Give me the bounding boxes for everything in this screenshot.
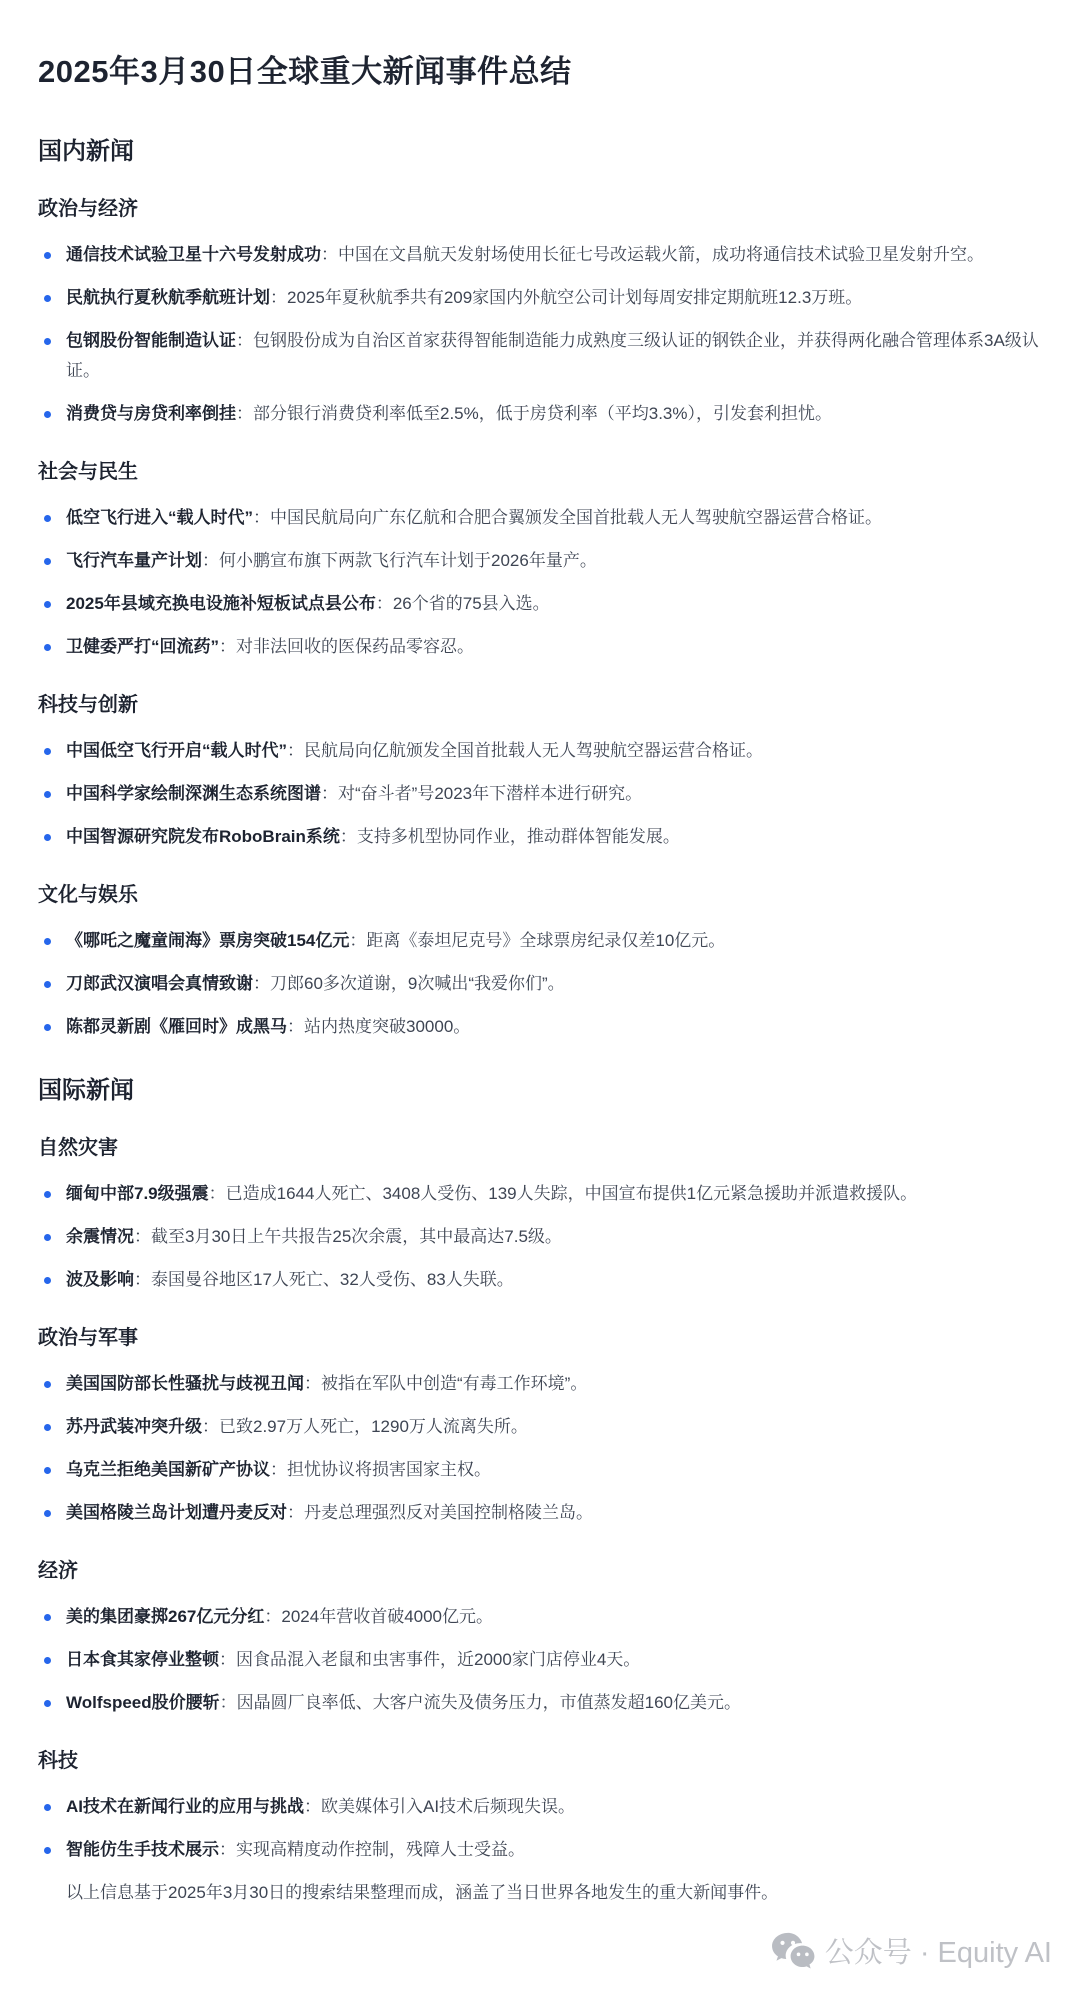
bullet-icon bbox=[44, 1234, 51, 1241]
news-item-desc: ：被指在军队中创造“有毒工作环境”。 bbox=[304, 1374, 588, 1393]
bullet-icon bbox=[44, 748, 51, 755]
news-item bbox=[38, 736, 1046, 766]
news-item-lead: 中国智源研究院发布RoboBrain系统 bbox=[66, 827, 340, 846]
subsection-title: 政治与经济 bbox=[38, 198, 138, 220]
news-item-lead: 陈都灵新剧《雁回时》成黑马 bbox=[66, 1017, 287, 1036]
news-item-text bbox=[66, 969, 565, 999]
news-item-text bbox=[66, 283, 862, 313]
news-item bbox=[38, 589, 1046, 619]
news-item-desc: ：站内热度突破30000。 bbox=[287, 1017, 471, 1036]
page-title: 2025年3月30日全球重大新闻事件总结 bbox=[38, 54, 572, 89]
bullet-icon bbox=[44, 1191, 51, 1198]
news-item-text bbox=[66, 926, 725, 956]
news-item-desc: ：欧美媒体引入AI技术后频现失误。 bbox=[304, 1797, 576, 1816]
news-item-desc: ：丹麦总理强烈反对美国控制格陵兰岛。 bbox=[287, 1503, 593, 1522]
bullet-icon bbox=[44, 1277, 51, 1284]
bullet-icon bbox=[44, 515, 51, 522]
news-list bbox=[38, 503, 1046, 662]
news-item-text bbox=[66, 632, 474, 662]
watermark-text: 公众号 · Equity AI bbox=[824, 1937, 1052, 1969]
bullet-icon bbox=[44, 1024, 51, 1031]
news-item-desc: ：支持多机型协同作业，推动群体智能发展。 bbox=[339, 827, 680, 846]
bullet-icon bbox=[44, 791, 51, 798]
news-item-lead: 《哪吒之魔童闹海》票房突破154亿元 bbox=[66, 931, 350, 950]
news-item-lead: 消费贷与房贷利率倒挂 bbox=[66, 404, 236, 423]
news-item-desc: ：包钢股份成为自治区首家获得智能制造能力成熟度三级认证的钢铁企业，并获得两化融合管理体系3A级认证。 bbox=[66, 331, 1039, 380]
news-item-desc: ：已造成1644人死亡、3408人受伤、139人失踪，中国宣布提供1亿元紧急援助并派遣救援队。 bbox=[208, 1184, 918, 1203]
sections-container bbox=[38, 131, 1046, 1865]
news-item bbox=[38, 399, 1046, 429]
subsection-title: 科技 bbox=[38, 1750, 78, 1772]
news-item-desc: ：已致2.97万人死亡，1290万人流离失所。 bbox=[202, 1417, 528, 1436]
news-item bbox=[38, 1645, 1046, 1675]
news-item bbox=[38, 1369, 1046, 1399]
news-item bbox=[38, 632, 1046, 662]
bullet-icon bbox=[44, 644, 51, 651]
news-item bbox=[38, 1792, 1046, 1822]
bullet-icon bbox=[44, 558, 51, 565]
news-item-desc: ：实现高精度动作控制，残障人士受益。 bbox=[219, 1840, 525, 1859]
news-item-lead: 波及影响 bbox=[66, 1270, 134, 1289]
news-item bbox=[38, 1602, 1046, 1632]
news-item-lead: 2025年县域充换电设施补短板试点县公布 bbox=[66, 594, 376, 613]
bullet-icon bbox=[44, 981, 51, 988]
news-item-text bbox=[66, 1792, 575, 1822]
news-item-text bbox=[66, 240, 984, 270]
news-item-desc: ：民航局向亿航颁发全国首批载人无人驾驶航空器运营合格证。 bbox=[287, 741, 763, 760]
news-item-lead: 低空飞行进入“载人时代” bbox=[66, 508, 253, 527]
news-item-lead: 日本食其家停业整顿 bbox=[66, 1650, 219, 1669]
news-item bbox=[38, 1412, 1046, 1442]
news-item-desc: ：截至3月30日上午共报告25次余震，其中最高达7.5级。 bbox=[134, 1227, 562, 1246]
news-item-desc: ：部分银行消费贷利率低至2.5%，低于房贷利率（平均3.3%），引发套利担忧。 bbox=[236, 404, 832, 423]
news-item-desc: ：刀郎60多次道谢，9次喊出“我爱你们”。 bbox=[253, 974, 565, 993]
wechat-icon bbox=[770, 1931, 816, 1971]
news-item-lead: 美国国防部长性骚扰与歧视丑闻 bbox=[66, 1374, 304, 1393]
news-item bbox=[38, 822, 1046, 852]
news-item bbox=[38, 283, 1046, 313]
bullet-icon bbox=[44, 601, 51, 608]
news-item-text bbox=[66, 1645, 640, 1675]
news-item-desc: ：何小鹏宣布旗下两款飞行汽车计划于2026年量产。 bbox=[202, 551, 597, 570]
news-item-text bbox=[66, 736, 763, 766]
news-item-text bbox=[66, 822, 680, 852]
news-item-text bbox=[66, 1455, 491, 1485]
news-item-text bbox=[66, 589, 550, 619]
bullet-icon bbox=[44, 338, 51, 345]
news-item bbox=[38, 1688, 1046, 1718]
bullet-icon bbox=[44, 938, 51, 945]
news-item bbox=[38, 326, 1046, 386]
news-item-text bbox=[66, 1602, 493, 1632]
bullet-icon bbox=[44, 834, 51, 841]
news-item bbox=[38, 240, 1046, 270]
news-item-desc: ：2025年夏秋航季共有209家国内外航空公司计划每周安排定期航班12.3万班。 bbox=[270, 288, 863, 307]
subsection-title: 自然灾害 bbox=[38, 1137, 118, 1159]
news-item-desc: ：泰国曼谷地区17人死亡、32人受伤、83人失联。 bbox=[134, 1270, 514, 1289]
news-item-lead: 智能仿生手技术展示 bbox=[66, 1840, 219, 1859]
news-item bbox=[38, 503, 1046, 533]
bullet-icon bbox=[44, 1614, 51, 1621]
news-item bbox=[38, 969, 1046, 999]
news-item-desc: ：26个省的75县入选。 bbox=[375, 594, 550, 613]
news-list bbox=[38, 736, 1046, 852]
news-item bbox=[38, 1498, 1046, 1528]
news-item-desc: ：中国在文昌航天发射场使用长征七号改运载火箭，成功将通信技术试验卫星发射升空。 bbox=[321, 245, 984, 264]
news-item-text bbox=[66, 1265, 514, 1295]
news-item-lead: 美国格陵兰岛计划遭丹麦反对 bbox=[66, 1503, 287, 1522]
news-item-text bbox=[66, 399, 832, 429]
news-item bbox=[38, 1265, 1046, 1295]
bullet-icon bbox=[44, 1467, 51, 1474]
subsection-title: 科技与创新 bbox=[38, 694, 138, 716]
news-item-lead: 通信技术试验卫星十六号发射成功 bbox=[66, 245, 321, 264]
news-item-lead: 中国科学家绘制深渊生态系统图谱 bbox=[66, 784, 321, 803]
news-item-text bbox=[66, 503, 882, 533]
bullet-icon bbox=[44, 1847, 51, 1854]
news-item-desc: ：2024年营收首破4000亿元。 bbox=[264, 1607, 494, 1626]
news-item bbox=[38, 1012, 1046, 1042]
news-item bbox=[38, 1455, 1046, 1485]
news-item-desc: ：因食品混入老鼠和虫害事件，近2000家门店停业4天。 bbox=[219, 1650, 641, 1669]
bullet-icon bbox=[44, 252, 51, 259]
bullet-icon bbox=[44, 411, 51, 418]
news-item-text bbox=[66, 1012, 470, 1042]
bullet-icon bbox=[44, 1424, 51, 1431]
bullet-icon bbox=[44, 1700, 51, 1707]
news-item-text bbox=[66, 1412, 528, 1442]
news-item bbox=[38, 1835, 1046, 1865]
news-item-lead: 中国低空飞行开启“载人时代” bbox=[66, 741, 287, 760]
news-item-desc: ：距离《泰坦尼克号》全球票房纪录仅差10亿元。 bbox=[349, 931, 726, 950]
news-list bbox=[38, 1602, 1046, 1718]
news-item-lead: 美的集团豪掷267亿元分红 bbox=[66, 1607, 265, 1626]
news-item-desc: ：中国民航局向广东亿航和合肥合翼颁发全国首批载人无人驾驶航空器运营合格证。 bbox=[253, 508, 882, 527]
subsection-title: 文化与娱乐 bbox=[38, 884, 138, 906]
news-list bbox=[38, 240, 1046, 429]
news-item-text bbox=[66, 1369, 587, 1399]
subsection-title: 经济 bbox=[38, 1560, 78, 1582]
news-item bbox=[38, 1179, 1046, 1209]
news-item-lead: 卫健委严打“回流药” bbox=[66, 637, 219, 656]
watermark bbox=[770, 1930, 1052, 1971]
news-item-desc: ：对非法回收的医保药品零容忍。 bbox=[219, 637, 474, 656]
bullet-icon bbox=[44, 1804, 51, 1811]
news-item-lead: 刀郎武汉演唱会真情致谢 bbox=[66, 974, 253, 993]
bullet-icon bbox=[44, 1657, 51, 1664]
news-item-lead: 包钢股份智能制造认证 bbox=[66, 331, 236, 350]
news-list bbox=[38, 1792, 1046, 1865]
news-item-desc: ：担忧协议将损害国家主权。 bbox=[270, 1460, 491, 1479]
news-item-lead: 缅甸中部7.9级强震 bbox=[66, 1184, 209, 1203]
bullet-icon bbox=[44, 295, 51, 302]
news-item-text bbox=[66, 1835, 525, 1865]
subsection-title: 政治与军事 bbox=[38, 1327, 138, 1349]
news-item-text bbox=[66, 546, 597, 576]
news-item-text bbox=[66, 779, 642, 809]
news-item-lead: 民航执行夏秋航季航班计划 bbox=[66, 288, 270, 307]
news-item bbox=[38, 779, 1046, 809]
news-item-text bbox=[66, 326, 1046, 386]
news-list bbox=[38, 1369, 1046, 1528]
news-item-text bbox=[66, 1498, 593, 1528]
news-item-lead: 飞行汽车量产计划 bbox=[66, 551, 202, 570]
news-item bbox=[38, 1222, 1046, 1252]
news-item bbox=[38, 546, 1046, 576]
news-item-lead: 余震情况 bbox=[66, 1227, 134, 1246]
news-list bbox=[38, 926, 1046, 1042]
news-item bbox=[38, 926, 1046, 956]
news-item-text bbox=[66, 1688, 741, 1718]
news-item-desc: ：对“奋斗者”号2023年下潜样本进行研究。 bbox=[321, 784, 643, 803]
news-item-lead: Wolfspeed股价腰斩 bbox=[66, 1693, 220, 1712]
news-list bbox=[38, 1179, 1046, 1295]
news-item-lead: 苏丹武装冲突升级 bbox=[66, 1417, 202, 1436]
news-item-text bbox=[66, 1179, 917, 1209]
section-title: 国内新闻 bbox=[38, 138, 134, 165]
news-item-desc: ：因晶圆厂良率低、大客户流失及债务压力，市值蒸发超160亿美元。 bbox=[219, 1693, 742, 1712]
bullet-icon bbox=[44, 1381, 51, 1388]
section-title: 国际新闻 bbox=[38, 1077, 134, 1104]
subsection-title: 社会与民生 bbox=[38, 461, 138, 483]
news-item-lead: AI技术在新闻行业的应用与挑战 bbox=[66, 1797, 304, 1816]
footer-note: 以上信息基于2025年3月30日的搜索结果整理而成，涵盖了当日世界各地发生的重大新闻事件。 bbox=[66, 1883, 779, 1902]
news-item-lead: 乌克兰拒绝美国新矿产协议 bbox=[66, 1460, 270, 1479]
bullet-icon bbox=[44, 1510, 51, 1517]
news-item-text bbox=[66, 1222, 562, 1252]
